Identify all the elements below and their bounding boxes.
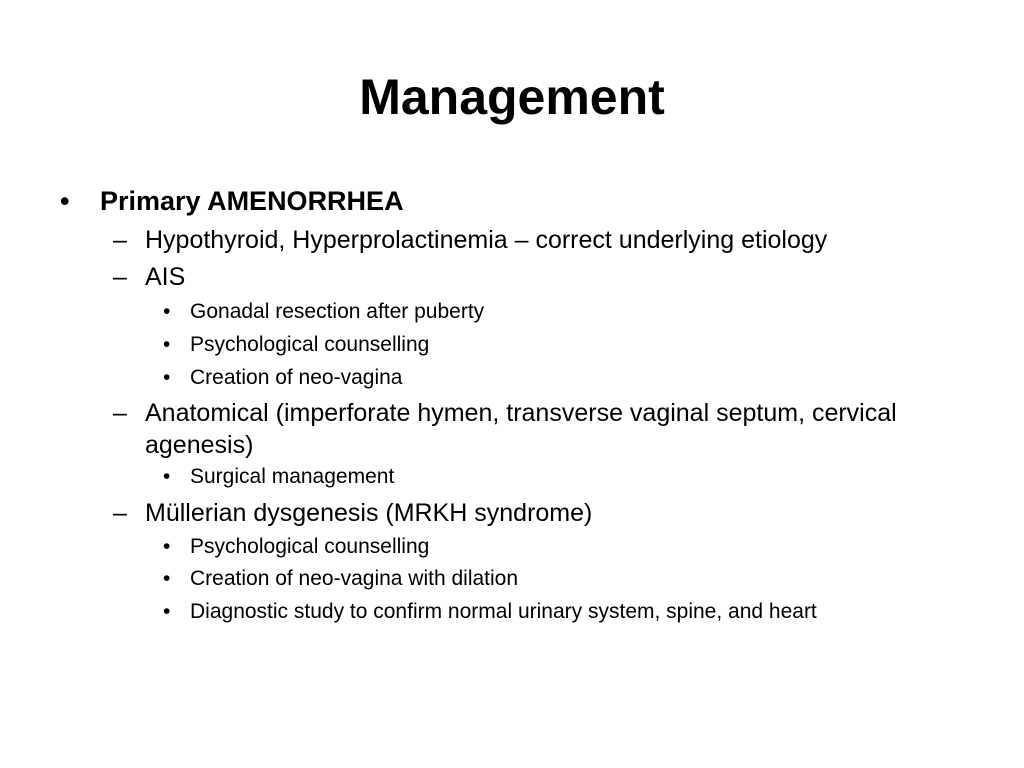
detail-item-text: Gonadal resection after puberty <box>190 300 485 323</box>
bullet-icon: • <box>163 465 171 488</box>
bullet-icon: • <box>163 333 171 356</box>
detail-item-text: Psychological counselling <box>190 333 430 356</box>
bullet-icon: • <box>163 535 171 558</box>
dash-icon: – <box>113 226 127 254</box>
detail-item-text: Diagnostic study to confirm normal urinary system, spine, and heart <box>190 600 817 623</box>
bullet-icon: • <box>163 300 171 323</box>
detail-item-text: Creation of neo-vagina with dilation <box>190 567 519 590</box>
sub-item-text: Hypothyroid, Hyperprolactinemia – correct underlying etiology <box>145 226 828 254</box>
sub-item-text: Anatomical (imperforate hymen, transverse vaginal septum, cervical agenesis) <box>145 399 897 459</box>
detail-item-text: Creation of neo-vagina <box>190 366 403 389</box>
sub-item-text: AIS <box>145 263 186 291</box>
bullet-text: Primary AMENORRHEA <box>100 186 404 216</box>
slide-title: Management <box>359 69 665 125</box>
detail-item-text: Psychological counselling <box>190 535 430 558</box>
bullet-icon: • <box>163 567 171 590</box>
dash-icon: – <box>113 263 127 291</box>
sub-item-text: Müllerian dysgenesis (MRKH syndrome) <box>145 499 593 527</box>
bullet-icon: • <box>163 366 171 389</box>
detail-item-text: Surgical management <box>190 465 395 488</box>
dash-icon: – <box>113 399 127 427</box>
bullet-icon: • <box>60 186 70 216</box>
dash-icon: – <box>113 499 127 527</box>
bullet-icon: • <box>163 600 171 623</box>
